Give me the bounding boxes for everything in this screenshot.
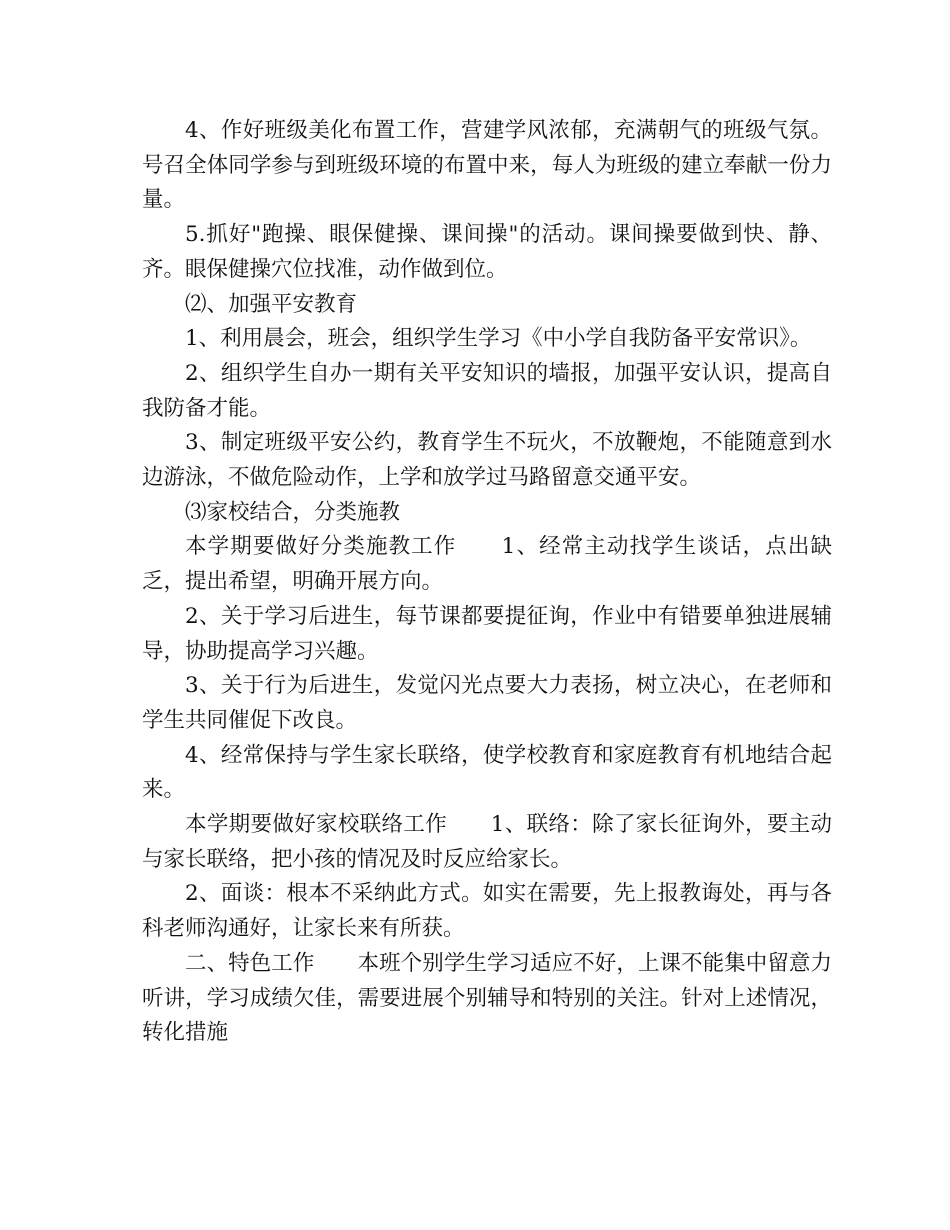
paragraph-special-work: 二、特色工作 本班个别学生学习适应不好，上课不能集中留意力听讲，学习成绩欠佳，需要进展个别辅导和特别的关注。针对上述情况，转化措施: [142, 950, 832, 1046]
paragraph-learning-laggards: 2、关于学习后进生，每节课都要提征询，作业中有错要单独进展辅导，协助提高学习兴趣。: [142, 603, 832, 664]
paragraph-behavior-laggards: 3、关于行为后进生，发觉闪光点要大力表扬，树立决心，在老师和学生共同催促下改良。: [142, 673, 832, 733]
section-heading-home-school: ⑶家校结合，分类施教: [185, 499, 401, 525]
section-heading-safety-education: ⑵、加强平安教育: [185, 291, 358, 317]
paragraph-exercise-activities: 5.抓好"跑操、眼保健操、课间操"的活动。课间操要做到快、静、齐。眼保健操穴位找准，动作做到位。: [142, 222, 832, 282]
document-body: [142, 114, 832, 1051]
paragraph-safety-item-3: 3、制定班级平安公约，教育学生不玩火，不放鞭炮，不能随意到水边游泳，不做危险动作，上学和放学过马路留意交通平安。: [142, 430, 832, 491]
paragraph-interview: 2、面谈：根本不采纳此方式。如实在需要，先上报教诲处，再与各科老师沟通好，让家长来有所获。: [142, 881, 832, 942]
paragraph-safety-item-1: 1、利用晨会，班会，组织学生学习《中小学自我防备平安常识》。: [185, 326, 812, 352]
paragraph-safety-item-2: 2、组织学生自办一期有关平安知识的墙报，加强平安认识，提高自我防备才能。: [142, 360, 832, 421]
paragraph-parent-contact: 4、经常保持与学生家长联络，使学校教育和家庭教育有机地结合起来。: [142, 742, 832, 803]
paragraph-class-decoration: 4、作好班级美化布置工作，营建学风浓郁，充满朝气的班级气氛。号召全体同学参与到班级环境的布置中来，每人为班级的建立奉献一份力量。: [142, 118, 832, 213]
paragraph-classified-teaching: 本学期要做好分类施教工作 1、经常主动找学生谈话，点出缺乏，提出希望，明确开展方向。: [142, 534, 832, 595]
paragraph-home-school-contact: 本学期要做好家校联络工作 1、联络：除了家长征询外，要主动与家长联络，把小孩的情况及时反应给家长。: [142, 812, 832, 872]
